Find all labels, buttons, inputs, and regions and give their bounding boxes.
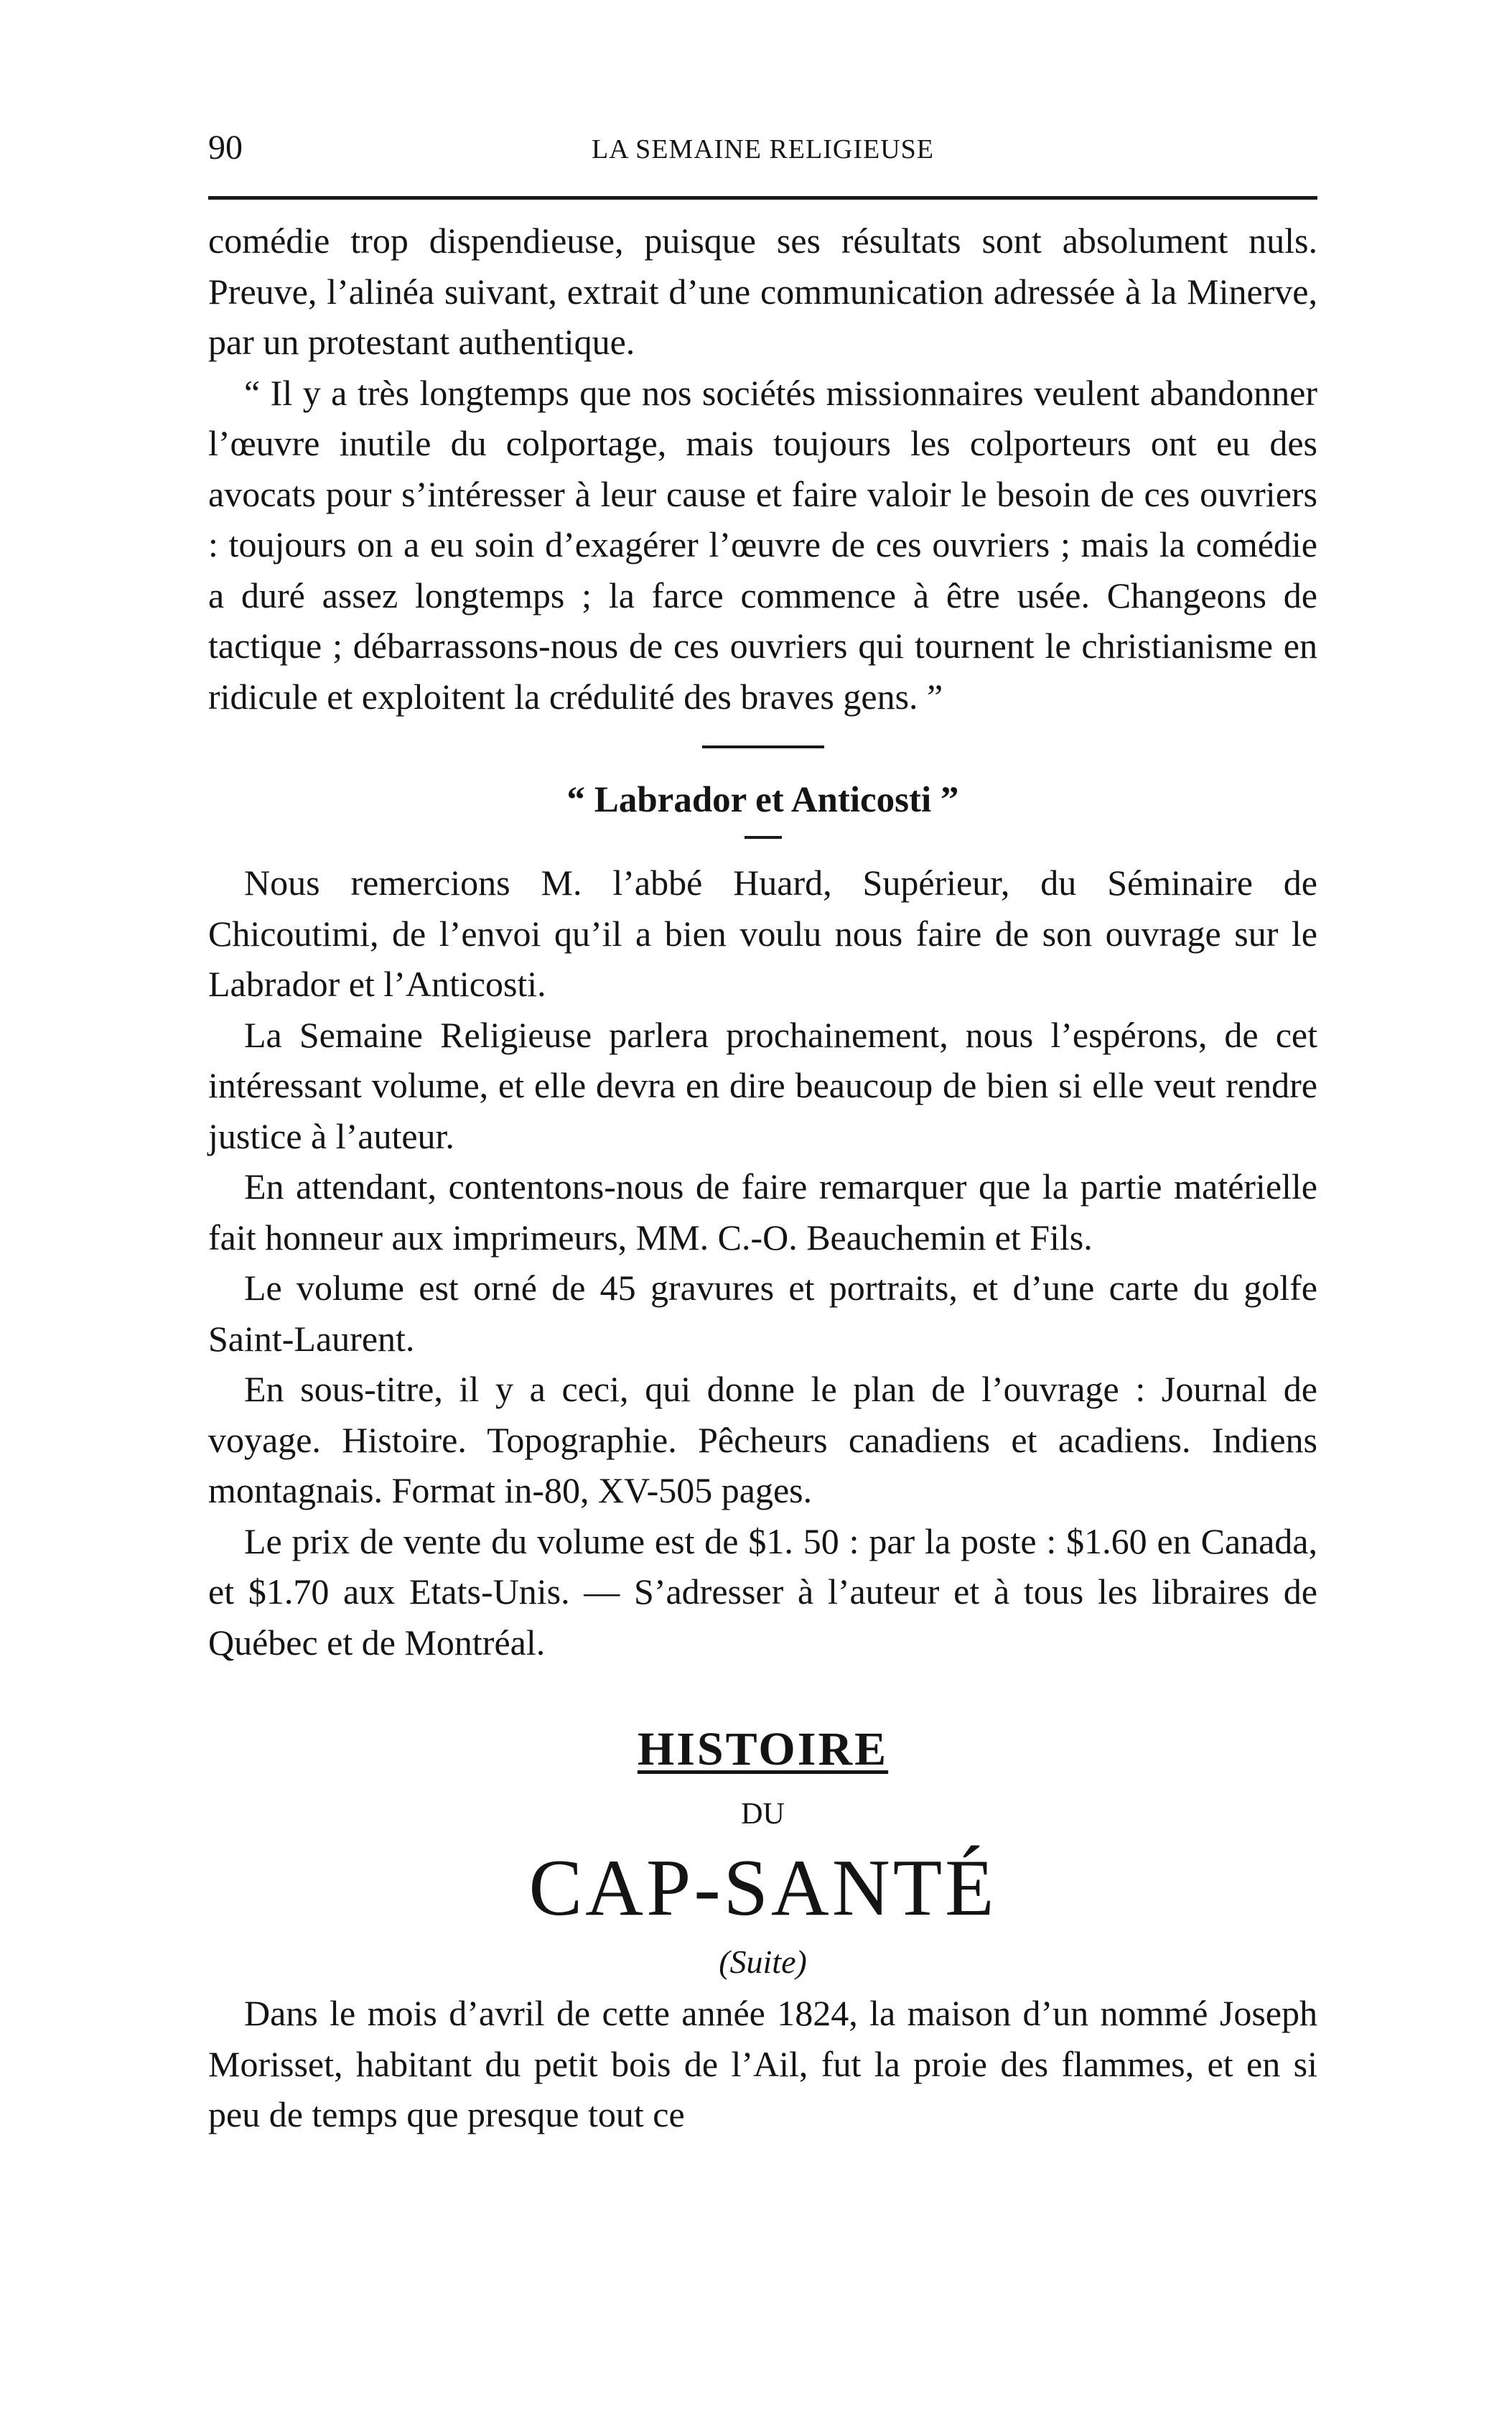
labrador-paragraph-4: Le volume est orné de 45 gravures et portraits, et d’une carte du golfe Saint-Laurent. — [208, 1268, 1317, 1359]
labrador-paragraph-3: En attendant, contentons-nous de faire remarquer que la partie matérielle fait honneur aux imprimeurs, MM. C.-O. Beauchemin et Fils. — [208, 1166, 1317, 1258]
labrador-paragraph-1: Nous remercions M. l’abbé Huard, Supérieur, du Séminaire de Chicoutimi, de l’envoi qu’il a bien voulu nous faire de son ouvrage sur le Labrador et l’Anticosti. — [208, 863, 1317, 1004]
histoire-place-title: CAP-SANTÉ — [528, 1844, 997, 1933]
page-header — [208, 128, 1317, 178]
page-body — [208, 215, 1317, 2140]
header-rule — [208, 196, 1317, 200]
histoire-heading — [208, 1721, 1317, 1984]
histoire-paragraph: Dans le mois d’avril de cette année 1824, la maison d’un nommé Joseph Morisset, habitant du petit bois de l’Ail, fut la proie des flammes, et en si peu de temps que presque tout ce — [208, 1993, 1317, 2134]
labrador-paragraph-5: En sous-titre, il y a ceci, qui donne le plan de l’ouvrage : Journal de voyage. Histoire. Topographie. Pêcheurs canadiens et acadiens. Indiens montagnais. Format in-80, XV-505 pages. — [208, 1369, 1317, 1510]
running-title: LA SEMAINE RELIGIEUSE — [592, 134, 934, 164]
histoire-du: DU — [741, 1798, 785, 1831]
histoire-suite: (Suite) — [719, 1943, 807, 1980]
labrador-paragraph-6: Le prix de vente du volume est de $1. 50 : par la poste : $1.60 en Canada, et $1.70 aux Etats-Unis. — S’adresser à l’auteur et à tous les libraires de Québec et de Montréal. — [208, 1520, 1317, 1663]
title-dash — [745, 836, 782, 839]
labrador-paragraph-2: La Semaine Religieuse parlera prochainement, nous l’espérons, de cet intéressant volume, et elle devra en dire beaucoup de bien si elle veut rendre justice à l’auteur. — [208, 1014, 1317, 1156]
labrador-section-title: “ Labrador et Anticosti ” — [566, 780, 959, 820]
intro-paragraph-1: comédie trop dispendieuse, puisque ses résultats sont absolument nuls. Preuve, l’alinéa suivant, extrait d’une communication adressée à la Minerve, par un protestant authentique. — [208, 220, 1317, 362]
labrador-article — [208, 858, 1317, 1668]
page-number: 90 — [208, 129, 243, 167]
section-separator — [702, 745, 824, 748]
histoire-title: HISTOIRE — [637, 1723, 889, 1775]
intro-quote-paragraph: “ Il y a très longtemps que nos sociétés missionnaires veulent abandonner l’œuvre inutile du colportage, mais toujours les colporteurs ont eu des avocats pour s’intéresser à leur cause et faire valoir le besoin de ces ouvriers : toujours on a eu soin d’exagérer l’œuvre de ces ouvriers ; mais la comédie a duré assez longtemps ; la farce commence à être usée. Changeons de tactique ; débarrassons-nous de ces ouvriers qui tournent le christianisme en ridicule et exploitent la crédulité des braves gens. ” — [208, 372, 1317, 717]
